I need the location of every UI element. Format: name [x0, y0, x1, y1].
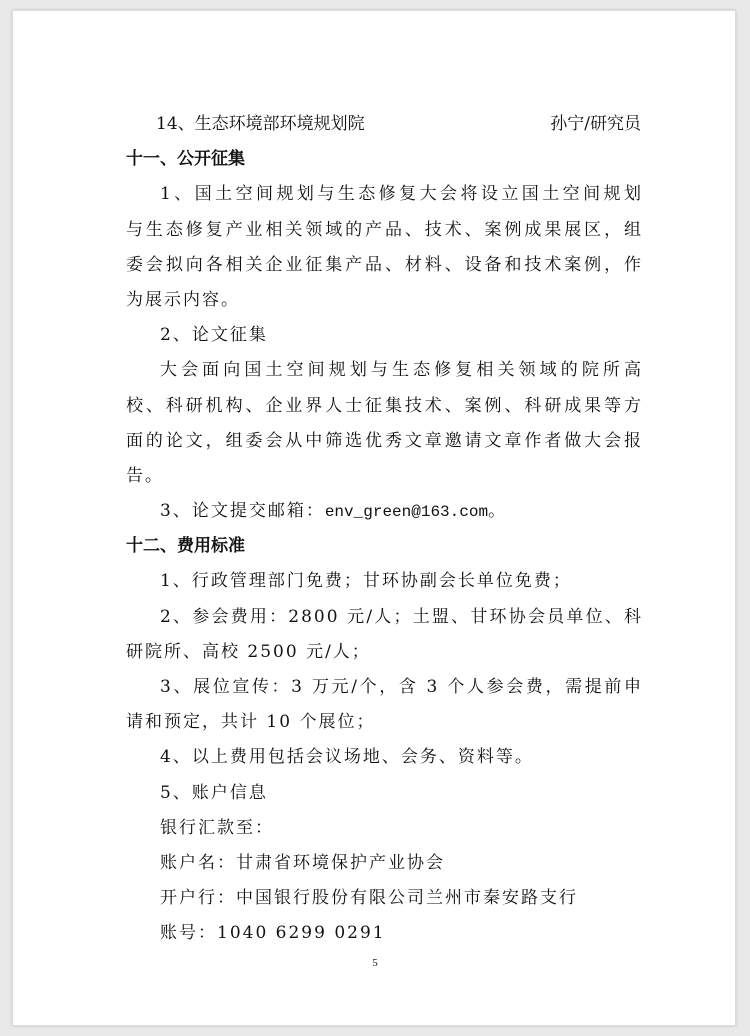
email-address[interactable]: env_green@163.com: [324, 503, 489, 522]
paragraph-line: 2、论文征集: [160, 325, 268, 346]
email-end: 。: [488, 501, 506, 522]
paragraph-line: 校、科研机构、企业界人士征集技术、案例、科研成果等方: [126, 395, 643, 416]
email-label: 3、论文提交邮箱：: [160, 501, 325, 522]
org-line-left: 14、生态环境部环境规划院: [156, 114, 365, 134]
page-number: 5: [372, 957, 378, 969]
paragraph-line: 请和预定，共计 10 个展位；: [126, 712, 376, 733]
paragraph-line: 1、行政管理部门免费；甘环协副会长单位免费；: [160, 571, 572, 592]
paragraph-line: 告。: [126, 465, 164, 486]
bank-name: 开户行：中国银行股份有限公司兰州市秦安路支行: [160, 888, 578, 909]
org-line-right: 孙宁/研究员: [550, 114, 641, 134]
paragraph-line: 2、参会费用：2800 元/人；土盟、甘环协会员单位、科: [160, 606, 643, 627]
email-line: [126, 494, 643, 529]
paragraph-line: 为展示内容。: [126, 289, 240, 310]
paragraph-line: 研院所、高校 2500 元/人；: [126, 641, 371, 662]
paragraph-line: 4、以上费用包括会议场地、会务、资料等。: [160, 747, 534, 768]
account-number: 账号：1040 6299 0291: [160, 923, 386, 944]
account-name: 账户名：甘肃省环境保护产业协会: [160, 852, 445, 873]
paragraph-line: 1、国土空间规划与生态修复大会将设立国土空间规划: [160, 184, 643, 205]
paragraph-line: 委会拟向各相关企业征集产品、材料、设备和技术案例，作: [126, 254, 643, 275]
paragraph-line: 与生态修复产业相关领域的产品、技术、案例成果展区，组: [126, 219, 643, 240]
paragraph-line: 面的论文，组委会从中筛选优秀文章邀请文章作者做大会报: [126, 430, 643, 451]
section-12-heading: 十二、费用标准: [126, 536, 245, 557]
paragraph-line: 5、账户信息: [160, 782, 268, 803]
org-line: [126, 107, 643, 142]
paragraph-line: 大会面向国土空间规划与生态修复相关领域的院所高: [160, 360, 643, 381]
document-page: [12, 10, 736, 1026]
document-body: [126, 107, 643, 952]
paragraph-line: 3、展位宣传：3 万元/个，含 3 个人参会费，需提前申: [160, 677, 643, 697]
section-11-heading: 十一、公开征集: [126, 149, 245, 170]
bank-transfer-label: 银行汇款至：: [160, 817, 274, 838]
